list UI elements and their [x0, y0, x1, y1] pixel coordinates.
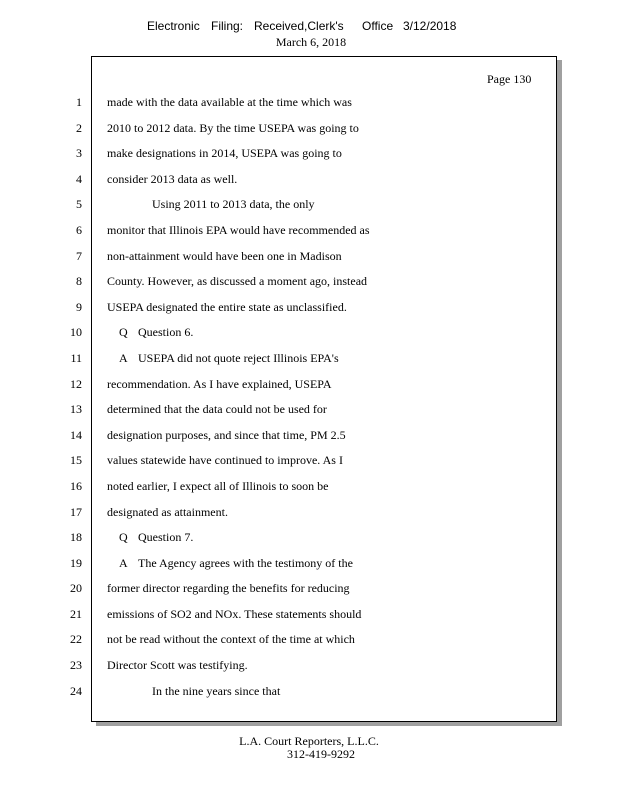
- line-number: 4: [76, 171, 82, 186]
- transcript-line: Director Scott was testifying.: [107, 658, 248, 673]
- line-number: 16: [70, 478, 82, 493]
- transcript-line: recommendation. As I have explained, USEPA: [107, 376, 332, 391]
- reporter-footer: [0, 735, 618, 761]
- speaker-tag: A: [119, 555, 128, 570]
- transcript-line: [107, 324, 547, 350]
- hearing-date: March 6, 2018: [275, 35, 347, 49]
- line-number: 24: [70, 683, 82, 698]
- transcript-line: consider 2013 data as well.: [107, 171, 238, 186]
- transcript-line: make designations in 2014, USEPA was going to: [107, 146, 342, 161]
- filing-stamp-date: 3/12/2018: [403, 19, 457, 33]
- line-number: 5: [76, 197, 82, 212]
- transcript-line: designation purposes, and since that time, PM 2.5: [107, 427, 346, 442]
- line-number: 10: [70, 325, 82, 340]
- line-number: 22: [70, 632, 82, 647]
- transcript-line: former director regarding the benefits for reducing: [107, 581, 350, 596]
- line-number: 23: [70, 658, 82, 673]
- line-number: 1: [76, 95, 82, 109]
- speaker-tag: A: [119, 350, 128, 365]
- line-number: 9: [76, 299, 82, 314]
- transcript-line: [107, 350, 547, 376]
- transcript-line: determined that the data could not be used for: [107, 402, 327, 417]
- line-number: 13: [70, 402, 82, 417]
- transcript-line: made with the data available at the time which was: [107, 95, 352, 109]
- line-number: 19: [70, 555, 82, 570]
- transcript-line: In the nine years since that: [152, 683, 281, 698]
- transcript-line: emissions of SO2 and NOx. These statements should: [107, 606, 362, 621]
- line-number: 15: [70, 453, 82, 468]
- transcript-line-text: USEPA did not quote reject Illinois EPA's: [138, 350, 339, 365]
- transcript-line: [107, 555, 547, 581]
- transcript-line: 2010 to 2012 data. By the time USEPA was going to: [107, 120, 359, 135]
- line-number: 6: [76, 222, 82, 237]
- line-number: 2: [76, 120, 82, 135]
- transcript-line-text: Question 7.: [138, 530, 194, 545]
- line-number-column: [60, 94, 82, 708]
- transcript-line: Using 2011 to 2013 data, the only: [152, 197, 315, 212]
- line-number: 18: [70, 530, 82, 545]
- filing-stamp-part: Received,Clerk's: [254, 19, 344, 33]
- transcript-line: USEPA designated the entire state as unclassified.: [107, 299, 347, 314]
- transcript-line: [107, 529, 547, 555]
- line-number: 3: [76, 146, 82, 161]
- transcript-body: [107, 94, 547, 708]
- page-number: Page 130: [487, 72, 532, 86]
- line-number: 8: [76, 274, 82, 289]
- transcript-line: noted earlier, I expect all of Illinois to soon be: [107, 478, 329, 493]
- line-number: 17: [70, 504, 82, 519]
- reporter-company: L.A. Court Reporters, L.L.C.: [239, 734, 379, 748]
- speaker-tag: Q: [119, 325, 128, 340]
- transcript-line: designated as attainment.: [107, 504, 228, 519]
- transcript-line-text: The Agency agrees with the testimony of the: [138, 555, 353, 570]
- line-number: 12: [70, 376, 82, 391]
- line-number: 20: [70, 581, 82, 596]
- transcript-line-text: Question 6.: [138, 325, 194, 340]
- line-number: 7: [76, 248, 82, 263]
- transcript-line: non-attainment would have been one in Madison: [107, 248, 342, 263]
- line-number: 14: [70, 427, 82, 442]
- filing-stamp-part: Electronic: [147, 19, 200, 33]
- line-number: 21: [70, 606, 82, 621]
- line-number: 11: [70, 350, 82, 365]
- transcript-line: County. However, as discussed a moment ago, instead: [107, 274, 368, 289]
- transcript-line: values statewide have continued to improve. As I: [107, 453, 343, 468]
- reporter-phone: 312-419-9292: [287, 747, 355, 761]
- filing-stamp-part: Filing:: [211, 19, 244, 33]
- speaker-tag: Q: [119, 530, 128, 545]
- transcript-line: not be read without the context of the time at which: [107, 632, 355, 647]
- transcript-line: monitor that Illinois EPA would have recommended as: [107, 222, 370, 237]
- filing-stamp-part: Office: [362, 19, 394, 33]
